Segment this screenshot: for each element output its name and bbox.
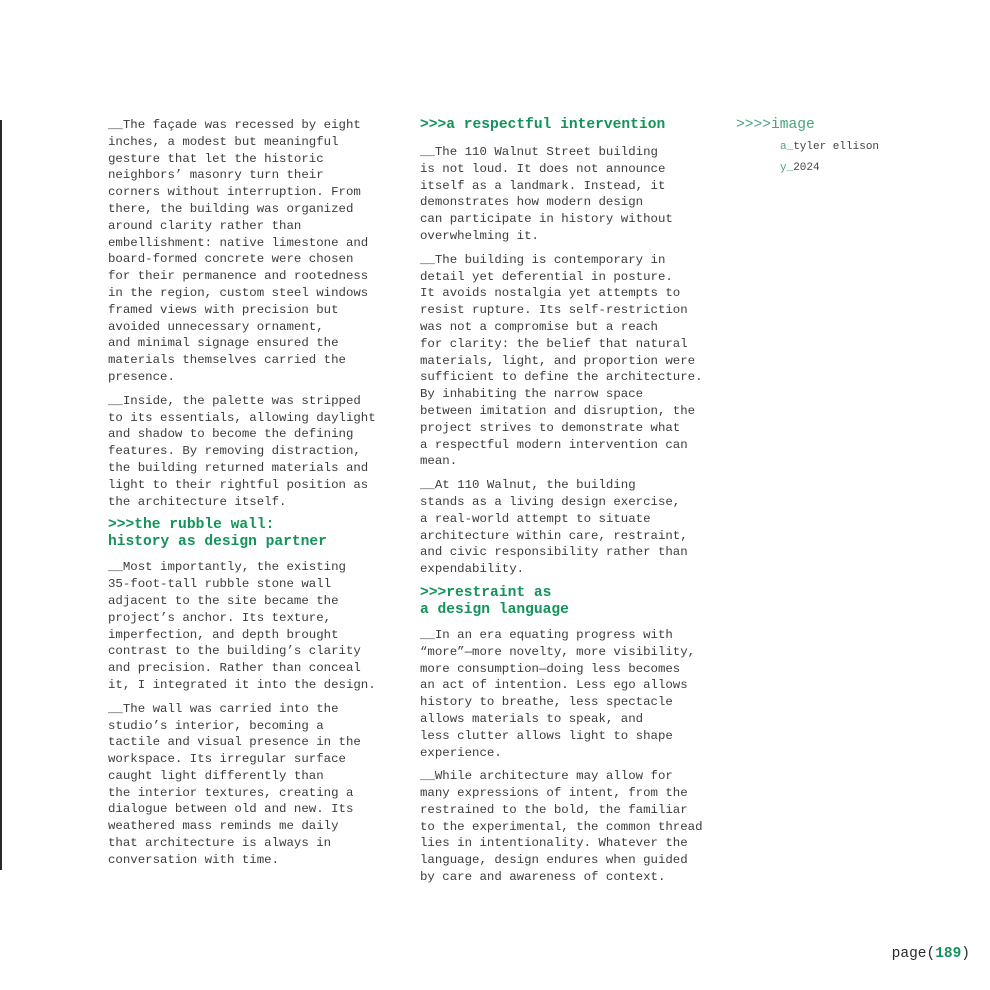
paragraph-rubble-anchor: __Most importantly, the existing 35-foot-tall rubble stone wall adjacent to the site became the project’s anchor. Its texture, imperfection, and depth brought contrast to the building’s clarity and precision. Rather than conceal it, I integrated it into the design. (108, 560, 376, 692)
paragraph-facade: __The façade was recessed by eight inches, a modest but meaningful gesture that let the historic neighbors’ masonry turn their corners without interruption. From there, the building was organized around clarity rather than embellishment: native limestone and board-formed concrete were chosen for their permanence and rootedness in the region, custom steel windows framed views with precision but avoided unnecessary ornament, and minimal signage ensured the materials themselves carried the presence. (108, 118, 369, 384)
year-prefix: y_ (780, 162, 794, 174)
heading-respectful-intervention: >>>a respectful intervention (420, 117, 666, 133)
image-credit-meta (780, 140, 936, 176)
page-prefix: page( (891, 946, 936, 962)
column-left (108, 117, 408, 876)
page-number-value: 189 (935, 946, 962, 962)
left-edge-rule (0, 120, 2, 870)
page-suffix: ) (961, 946, 970, 962)
paragraph-wall-interior: __The wall was carried into the studio’s interior, becoming a tactile and visual presence in the workspace. Its irregular surface caught light differently than the interior textures, creating a dialogue between old and new. Its weathered mass reminds me daily that architecture is always in conversation with time. (108, 701, 361, 867)
author-line (780, 140, 936, 155)
paragraph-palette: __Inside, the palette was stripped to its essentials, allowing daylight and shadow to become the defining features. By removing distraction, the building returned materials and light to their rightful position as the architecture itself. (108, 393, 376, 509)
image-label: >>>>image (736, 117, 815, 133)
year-line (780, 161, 936, 176)
page-number (892, 946, 970, 962)
year-value: 2024 (793, 162, 820, 174)
paragraph-intentionality: __While architecture may allow for many expressions of intent, from the restrained to the bold, the familiar to the experimental, the common thread lies in intentionality. Whatever the language, design endures when guided by care and awareness of context. (420, 769, 703, 885)
heading-rubble-wall: >>>the rubble wall: history as design partner (108, 517, 327, 551)
column-image-credit (736, 117, 936, 182)
author-name: tyler ellison (793, 141, 880, 153)
paragraph-progress: __In an era equating progress with “more”—more novelty, more visibility, more consumption—doing less becomes an act of intention. Less ego allows history to breathe, less spectacle allows materials to speak, and less clutter allows light to shape experience. (420, 627, 696, 760)
paragraph-contemporary: __The building is contemporary in detail yet deferential in posture. It avoids nostalgia yet attempts to resist rupture. Its self-restriction was not a compromise but a reach for clarity: the belief that natural materials, light, and proportion were sufficient to define the architecture. By inhabiting the narrow space between imitation and disruption, the project strives to demonstrate what a respectful modern intervention can mean. (420, 252, 703, 469)
heading-restraint: >>>restraint as a design language (420, 584, 569, 618)
author-prefix: a_ (780, 141, 794, 153)
column-middle (420, 117, 730, 893)
paragraph-not-loud: __The 110 Walnut Street building is not loud. It does not announce itself as a landmark. Instead, it demonstrates how modern design can participate in history without overwhelming it. (420, 145, 673, 243)
paragraph-walnut: __At 110 Walnut, the building stands as a living design exercise, a real-world attempt to situate architecture within care, restraint, and civic responsibility rather than expendability. (420, 478, 688, 577)
